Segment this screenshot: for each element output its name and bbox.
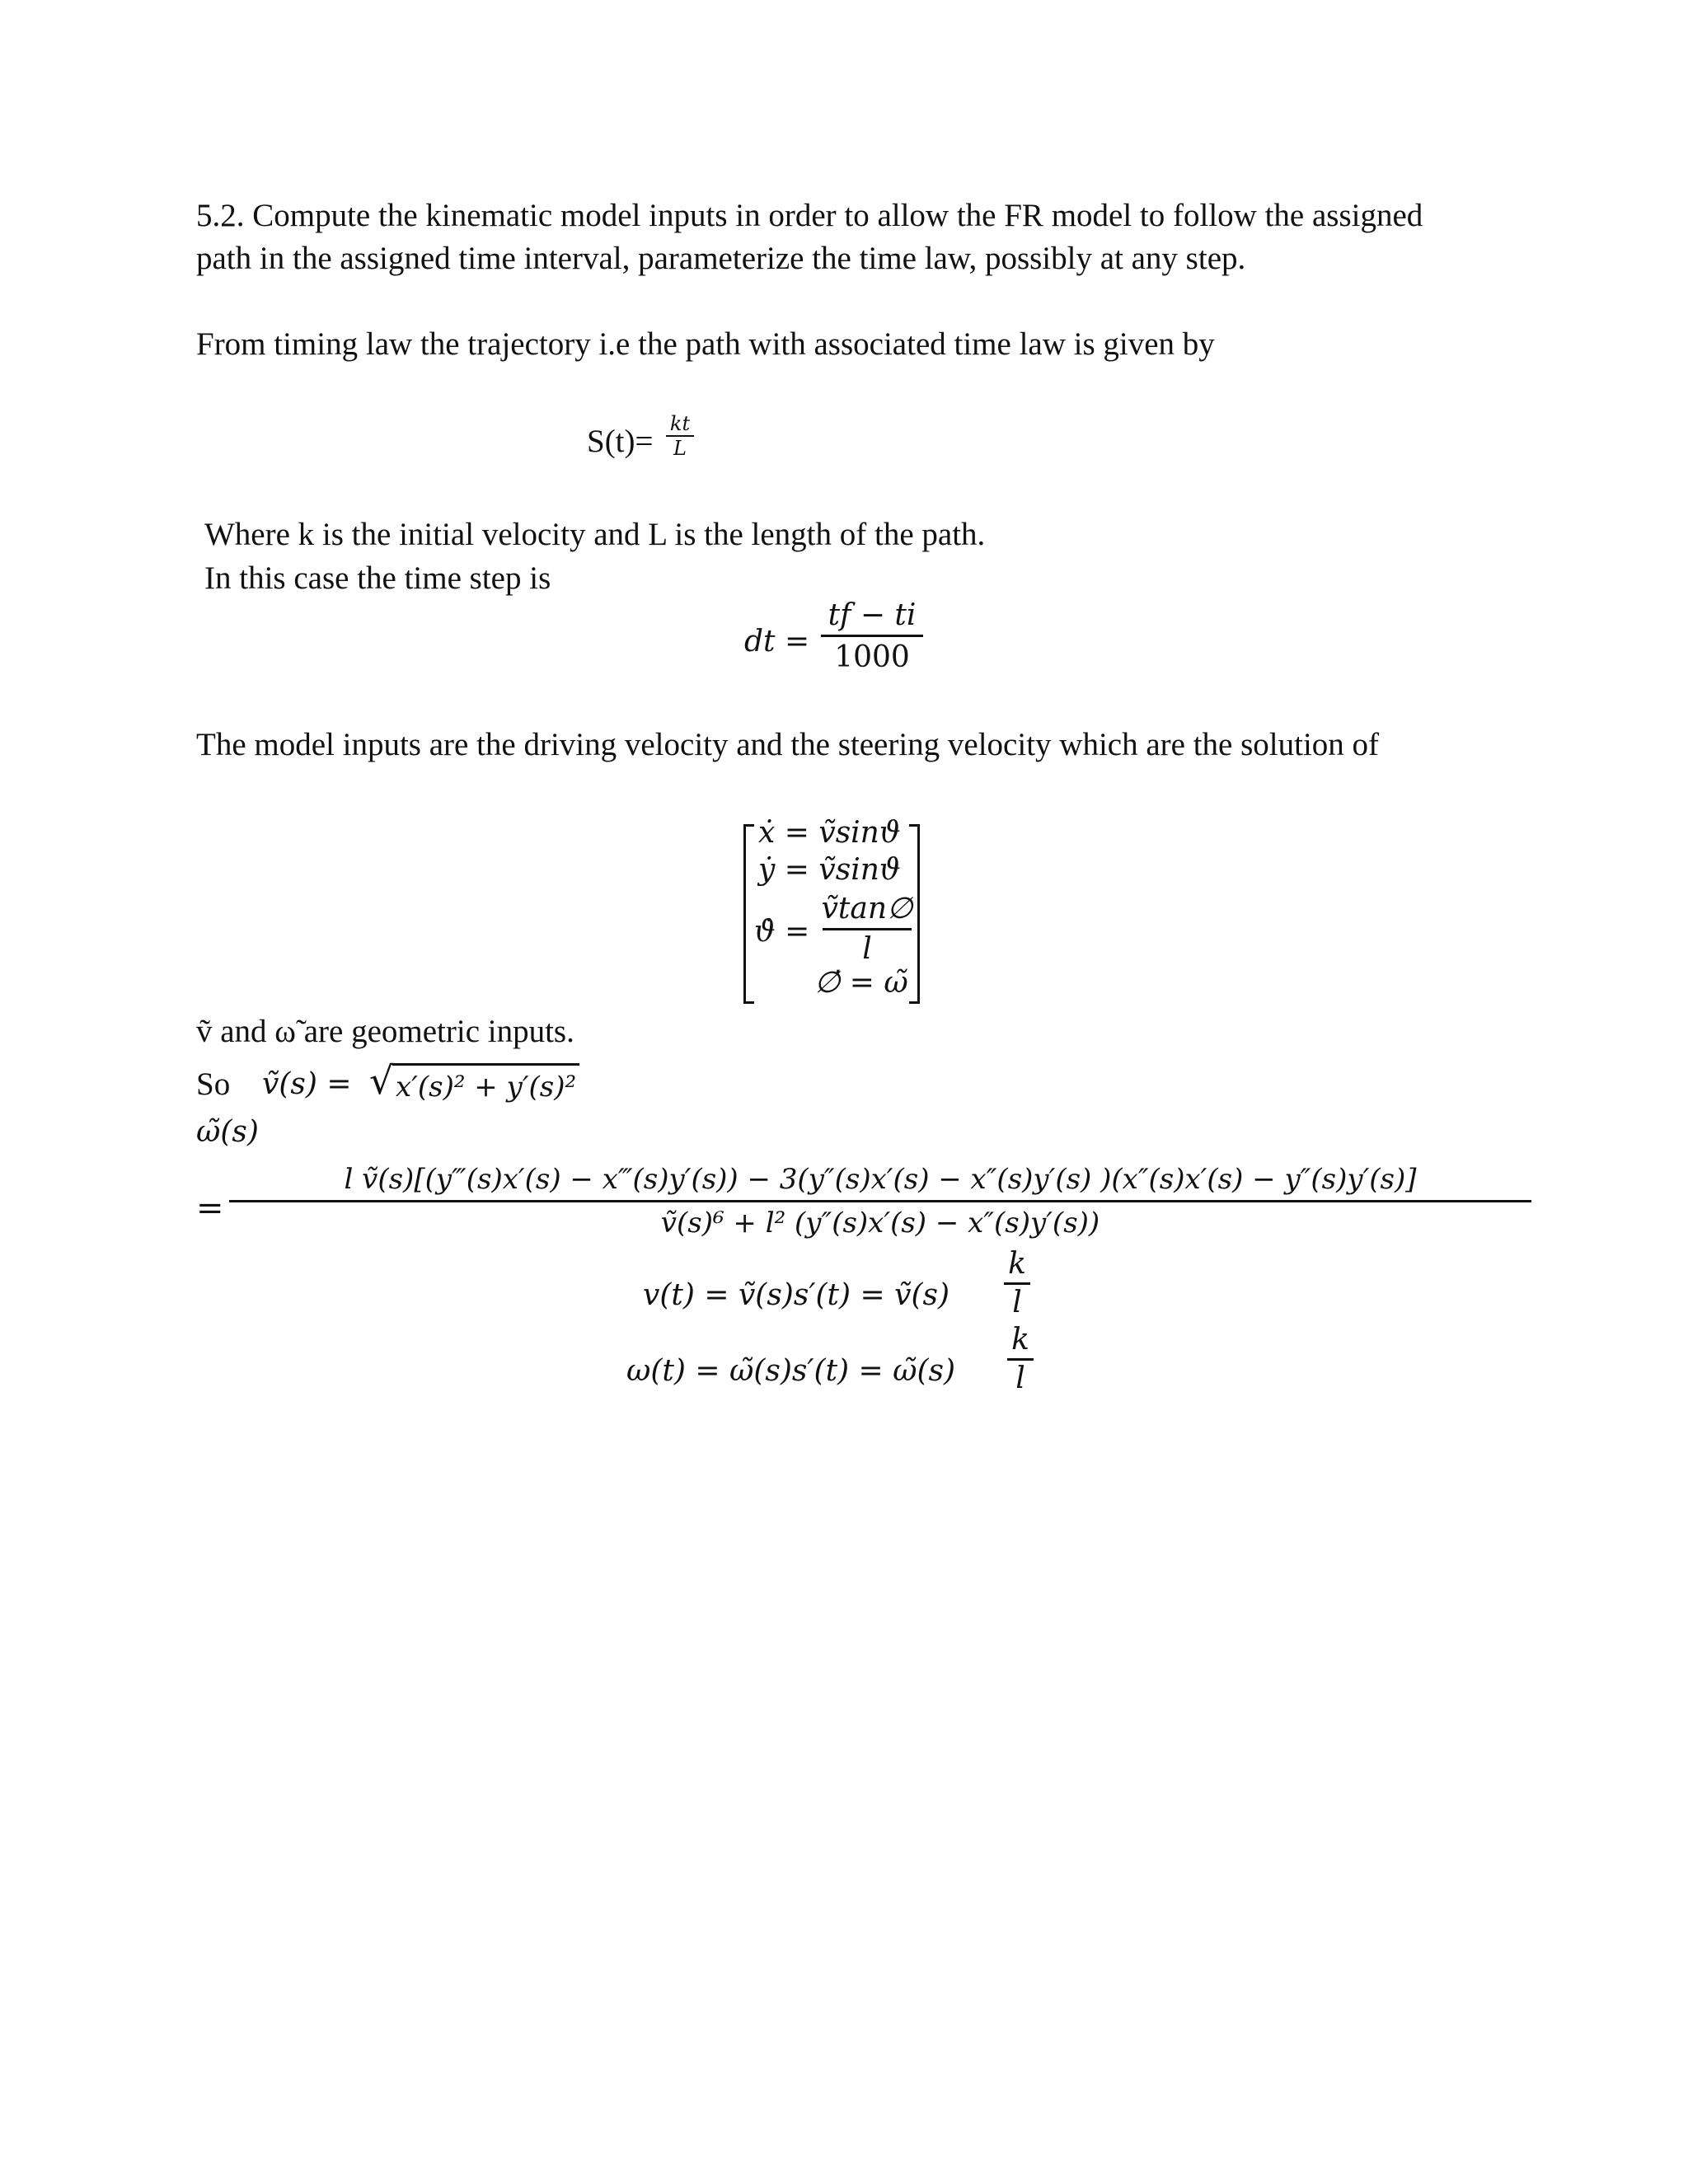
model-inputs-text: The model inputs are the driving velocity and the steering velocity which are the solution of [196, 727, 1380, 762]
timing-law-lhs: S(t)= [587, 424, 654, 459]
system-row-4: ∅̇ = ω̃ [814, 966, 908, 1000]
w-t-fraction [1007, 1322, 1034, 1397]
v-def-radicand: x′(s)² + y′(s)² [392, 1063, 579, 1108]
heading-line-2: path in the assigned time interval, parameterize the time law, possibly at any step. [196, 241, 1246, 276]
v-def-lhs: ṽ(s) = [262, 1067, 352, 1101]
dt-denominator: 1000 [834, 640, 910, 674]
timing-law-denominator: L [673, 437, 687, 460]
time-step-text: In this case the time step is [204, 560, 551, 596]
dt-fraction [821, 597, 923, 678]
where-text: Where k is the initial velocity and L is the length of the path. [204, 517, 986, 552]
system-row-2: ẏ = ṽsinϑ [758, 853, 901, 887]
v-t-fraction [1004, 1246, 1030, 1321]
v-t-numerator: k [1008, 1247, 1026, 1281]
system-row-1: ẋ = ṽsinϑ [758, 816, 901, 850]
so-label: So [196, 1066, 231, 1102]
omega-def-lhs: ω̃(s) [196, 1115, 259, 1149]
dt-numerator: tf − ti [828, 598, 917, 632]
heading-line-1: 5.2. Compute the kinematic model inputs in order to allow the FR model to follow the assigned [196, 198, 1423, 233]
v-t-denominator: l [1012, 1286, 1022, 1319]
omega-def-numerator: l ṽ(s)[(y‴(s)x′(s) − x‴(s)y′(s)) − 3(y″(s)x′(s) − x″(s)y′(s) )(x″(s)x′(s) − y″(s)y′(s)] [344, 1163, 1417, 1196]
left-bracket [743, 824, 754, 1004]
system-row-3-denominator: l [862, 932, 872, 966]
w-t-lhs: ω(t) = ω̃(s)s′(t) = ω̃(s) [626, 1354, 956, 1388]
omega-def-fraction [229, 1159, 1531, 1244]
system-row-3-numerator: ṽtan∅ [821, 892, 913, 926]
v-t-lhs: v(t) = ṽ(s)s′(t) = ṽ(s) [643, 1278, 950, 1312]
w-t-denominator: l [1015, 1361, 1025, 1395]
w-t-numerator: k [1011, 1323, 1029, 1357]
system-row-3-fraction [823, 890, 912, 968]
omega-def-equals: = [196, 1189, 224, 1227]
omega-def-denominator: ṽ(s)⁶ + l² (y″(s)x′(s) − x″(s)y′(s)) [660, 1207, 1100, 1240]
timing-law-numerator: kt [669, 412, 691, 435]
system-row-3-lhs: ϑ̇ = [754, 915, 810, 949]
geometric-inputs-text: ṽ and ω̃ are geometric inputs. [196, 1014, 574, 1049]
intro-text: From timing law the trajectory i.e the path with associated time law is given by [196, 326, 1215, 362]
dt-lhs: dt = [744, 625, 810, 658]
sqrt-sign: √ [369, 1058, 394, 1103]
timing-law-fraction [666, 412, 694, 460]
